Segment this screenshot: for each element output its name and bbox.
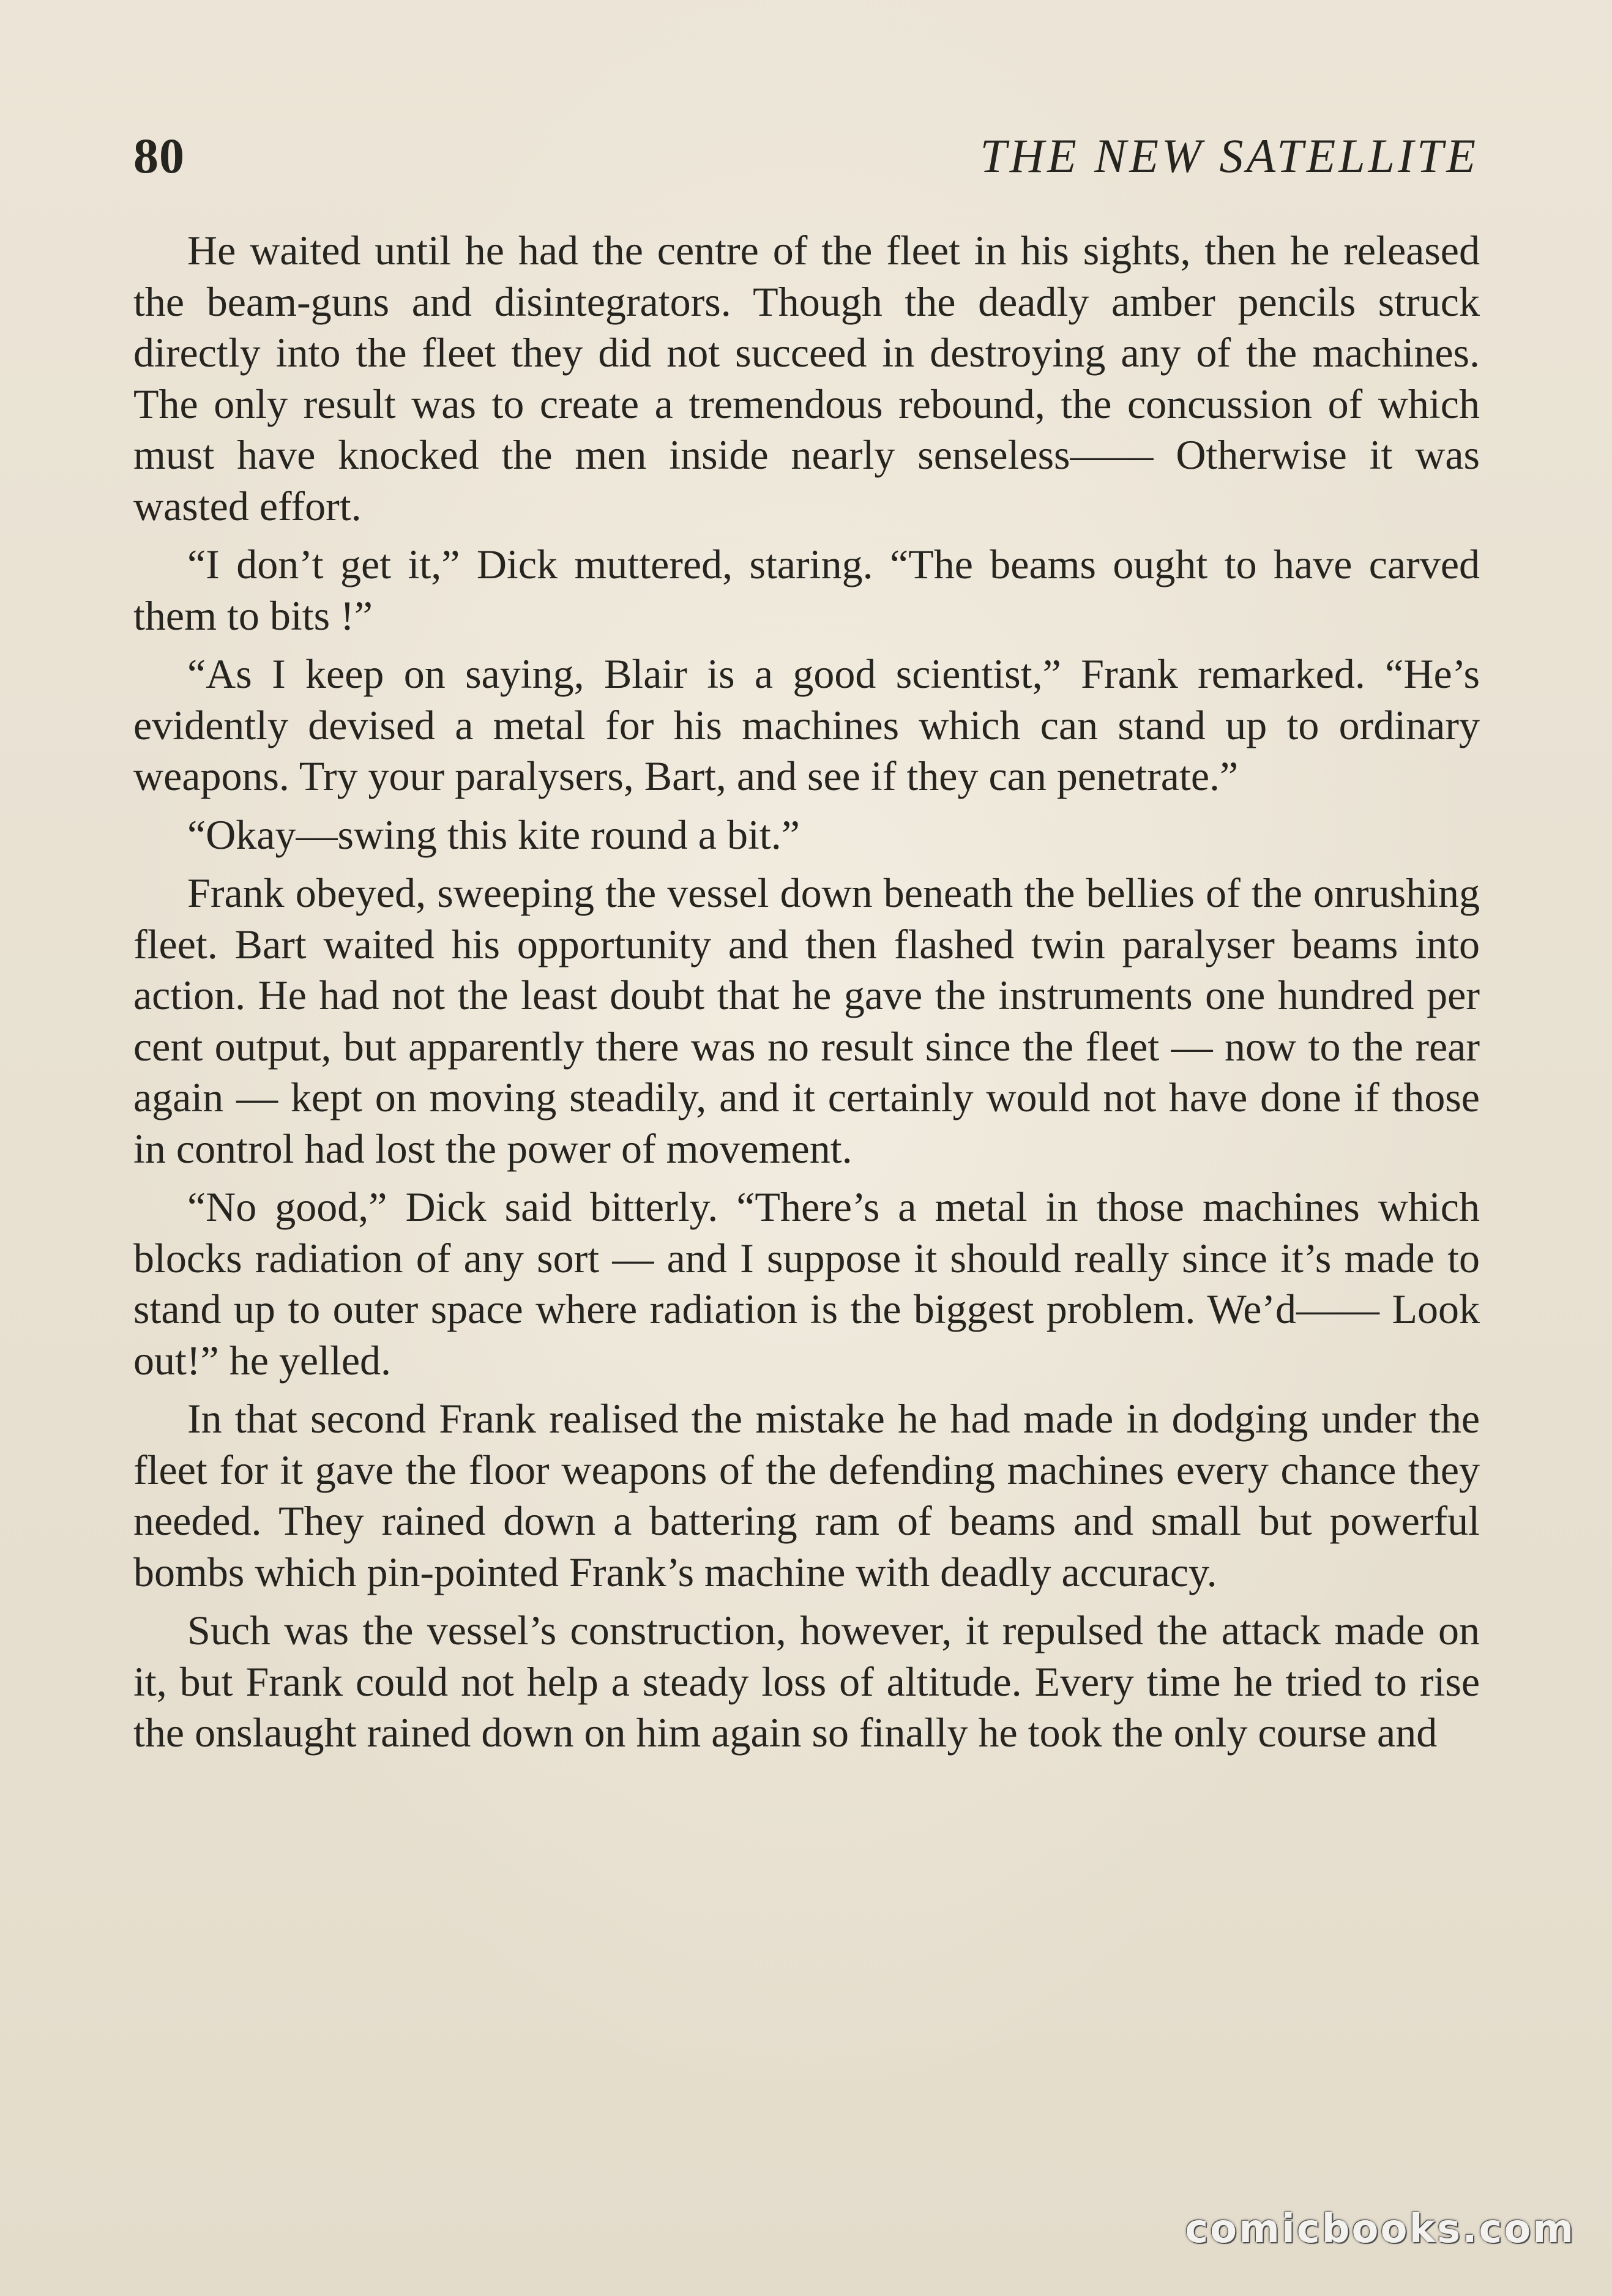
body-text [133,225,1480,1766]
paragraph-3: “As I keep on saying, Blair is a good scientist,” Frank remarked. “He’s evidently devised a metal for his machines which can stand up to ordinary weapons. Try your paralysers, Bart, and see if they can penetrate.” [133,650,1480,799]
paragraph-2: “I don’t get it,” Dick muttered, staring. “The beams ought to have carved them to bits !” [133,541,1480,639]
running-head [133,122,1479,190]
watermark: comicbooks.com [1185,2207,1575,2252]
book-title: THE NEW SATELLITE [980,129,1479,182]
page-number: 80 [133,128,185,184]
paragraph-5: Frank obeyed, sweeping the vessel down beneath the bellies of the onrushing fleet. Bart waited his opportunity and then flashed twin paralyser beams into action. He had not the least doubt that he gave the instruments one hundred per cent output, but apparently there was no result since the fleet — now to the rear again — kept on moving steadily, and it certainly would not have done if those in control had lost the power of movement. [133,870,1480,1172]
paragraph-6: “No good,” Dick said bitterly. “There’s a metal in those machines which blocks radiation of any sort — and I suppose it should really since it’s made to stand up to outer space where radiation is the biggest problem. We’d—— Look out!” he yelled. [133,1183,1480,1384]
paragraph-7: In that second Frank realised the mistake he had made in dodging under the fleet for it gave the floor weapons of the defending machines every chance they needed. They rained down a battering ram of beams and small but powerful bombs which pin-pointed Frank’s machine with deadly accuracy. [133,1395,1480,1595]
paragraph-1: He waited until he had the centre of the fleet in his sights, then he released the beam-guns and disintegrators. Though the deadly amber pencils struck directly into the fleet they did not succeed in destroying any of the machines. The only result was to create a tremendous rebound, the concussion of which must have knocked the men inside nearly senseless—— Otherwise it was wasted effort. [133,227,1480,529]
paragraph-8: Such was the vessel’s construction, however, it repulsed the attack made on it, but Frank could not help a steady loss of altitude. Every time he tried to rise the onslaught rained down on him again so finally he took the only course and [133,1607,1480,1756]
paragraph-4: “Okay—swing this kite round a bit.” [187,811,800,858]
